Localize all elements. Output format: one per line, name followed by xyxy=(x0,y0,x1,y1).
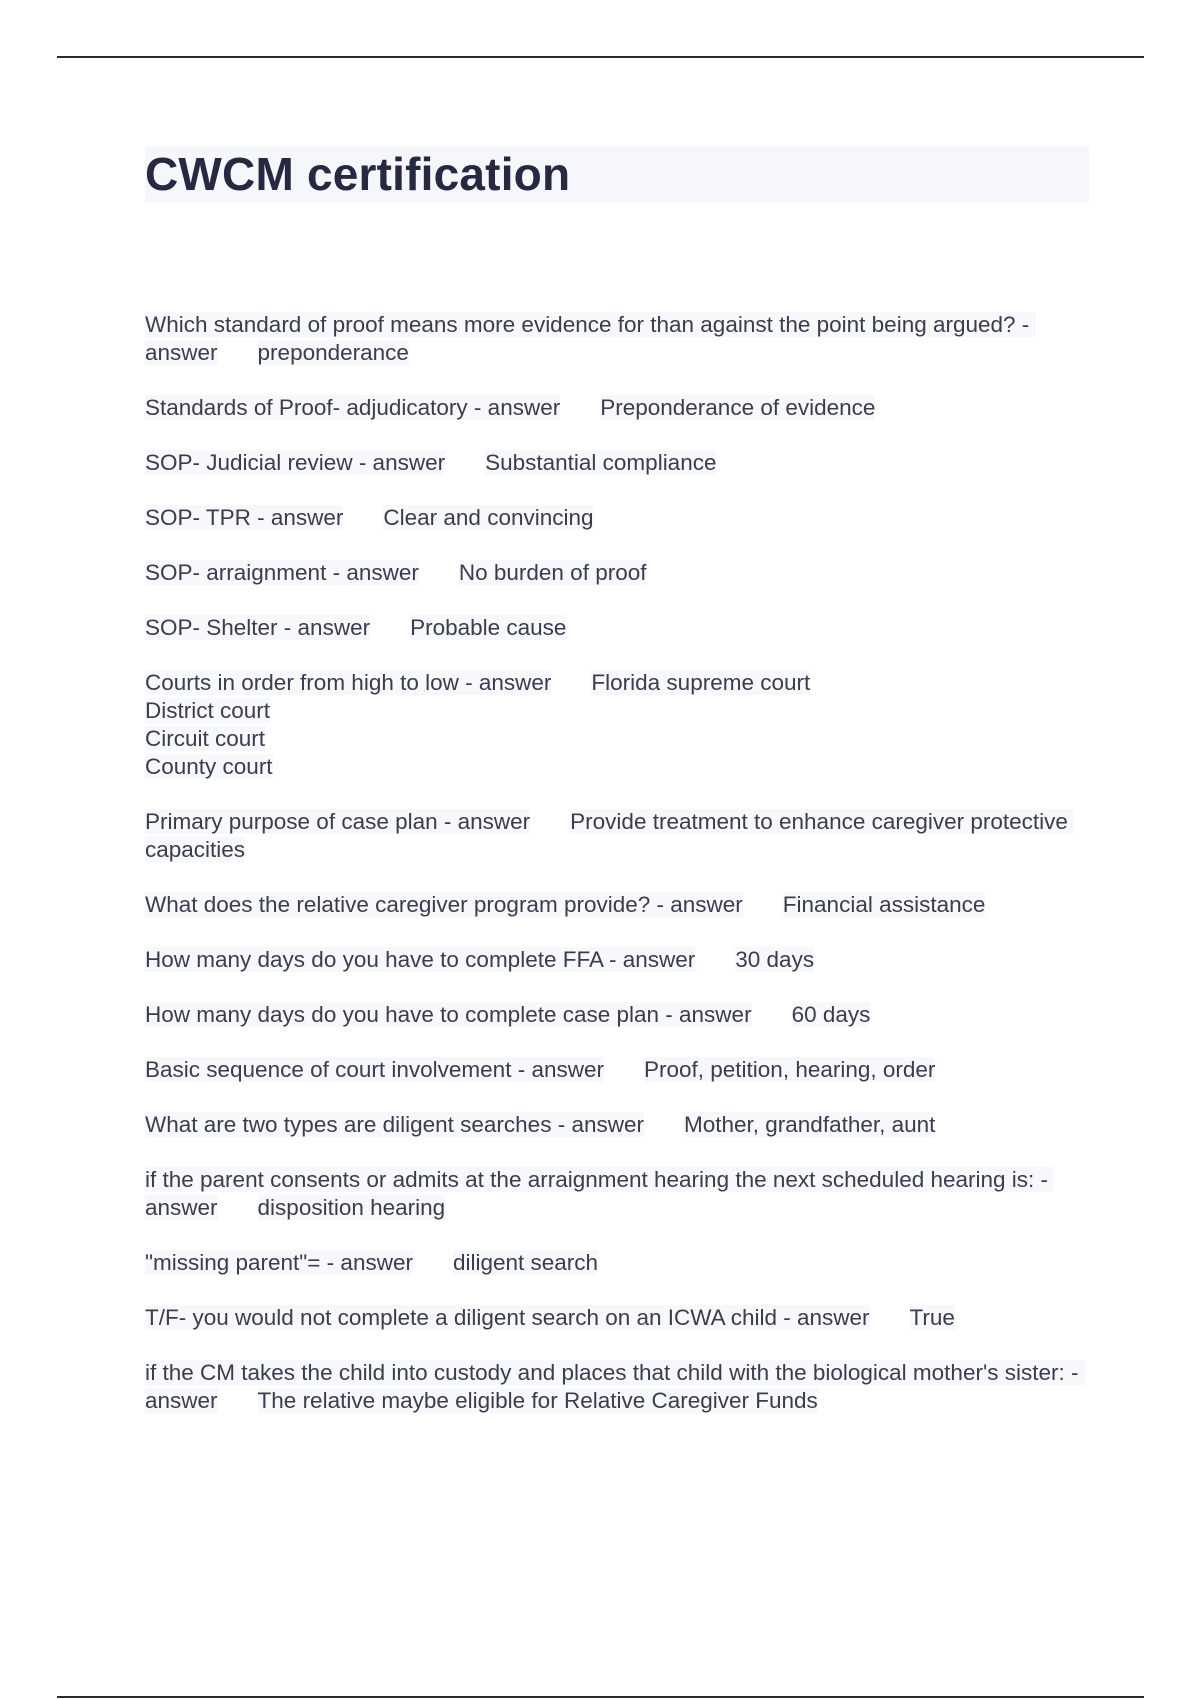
flashcard-question: What are two types are diligent searches - answer xyxy=(145,1112,644,1137)
flashcard-item xyxy=(145,1249,1089,1277)
flashcard-item xyxy=(145,394,1089,422)
flashcard-list xyxy=(145,311,1089,1442)
flashcard-question: How many days do you have to complete case plan - answer xyxy=(145,1002,752,1027)
flashcard-item xyxy=(145,1359,1089,1415)
flashcard-answer: Mother, grandfather, aunt xyxy=(683,1112,936,1137)
flashcard-answer: 60 days xyxy=(791,1002,871,1027)
flashcard-question: if the parent consents or admits at the arraignment hearing the next scheduled hearing is: - answer xyxy=(145,1167,1055,1220)
flashcard-item xyxy=(145,808,1089,864)
flashcard-item xyxy=(145,311,1089,367)
flashcard-question: if the CM takes the child into custody and places that child with the biological mother's sister: - answer xyxy=(145,1360,1085,1413)
flashcard-question: "missing parent"= - answer xyxy=(145,1250,413,1275)
flashcard-question: SOP- arraignment - answer xyxy=(145,560,419,585)
flashcard-answer: disposition hearing xyxy=(257,1195,446,1220)
flashcard-answer: diligent search xyxy=(452,1250,599,1275)
flashcard-question: Primary purpose of case plan - answer xyxy=(145,809,531,834)
flashcard-answer: Florida supreme court District court Circuit court County court xyxy=(145,670,811,779)
flashcard-question: SOP- Shelter - answer xyxy=(145,615,371,640)
flashcard-answer: The relative maybe eligible for Relative Caregiver Funds xyxy=(257,1388,818,1413)
flashcard-item xyxy=(145,504,1089,532)
flashcard-question: SOP- TPR - answer xyxy=(145,505,344,530)
flashcard-item xyxy=(145,1056,1089,1084)
flashcard-answer: Provide treatment to enhance caregiver protective capacities xyxy=(145,809,1075,862)
flashcard-answer: Proof, petition, hearing, order xyxy=(643,1057,936,1082)
flashcard-item xyxy=(145,1111,1089,1139)
flashcard-question: SOP- Judicial review - answer xyxy=(145,450,446,475)
flashcard-question: Standards of Proof- adjudicatory - answer xyxy=(145,395,561,420)
flashcard-answer: 30 days xyxy=(735,947,815,972)
flashcard-item xyxy=(145,1001,1089,1029)
flashcard-question: Basic sequence of court involvement - answer xyxy=(145,1057,604,1082)
flashcard-answer: True xyxy=(909,1305,955,1330)
flashcard-answer: Clear and convincing xyxy=(383,505,594,530)
flashcard-question: Courts in order from high to low - answer xyxy=(145,670,552,695)
flashcard-item xyxy=(145,669,1089,781)
flashcard-question: Which standard of proof means more evidence for than against the point being argued? - answer xyxy=(145,312,1036,365)
flashcard-answer: Probable cause xyxy=(410,615,567,640)
flashcard-answer: Financial assistance xyxy=(782,892,986,917)
flashcard-item xyxy=(145,614,1089,642)
top-rule xyxy=(57,56,1144,58)
bottom-rule xyxy=(57,1696,1144,1698)
flashcard-item xyxy=(145,891,1089,919)
flashcard-item xyxy=(145,946,1089,974)
flashcard-item xyxy=(145,559,1089,587)
flashcard-answer: preponderance xyxy=(257,340,409,365)
flashcard-question: How many days do you have to complete FFA - answer xyxy=(145,947,696,972)
flashcard-item xyxy=(145,449,1089,477)
flashcard-answer: Preponderance of evidence xyxy=(600,395,876,420)
flashcard-question: T/F- you would not complete a diligent search on an ICWA child - answer xyxy=(145,1305,870,1330)
flashcard-item xyxy=(145,1304,1089,1332)
flashcard-answer: No burden of proof xyxy=(458,560,647,585)
flashcard-item xyxy=(145,1166,1089,1222)
flashcard-answer: Substantial compliance xyxy=(485,450,717,475)
page-title: CWCM certification xyxy=(145,146,1089,202)
flashcard-question: What does the relative caregiver program provide? - answer xyxy=(145,892,743,917)
